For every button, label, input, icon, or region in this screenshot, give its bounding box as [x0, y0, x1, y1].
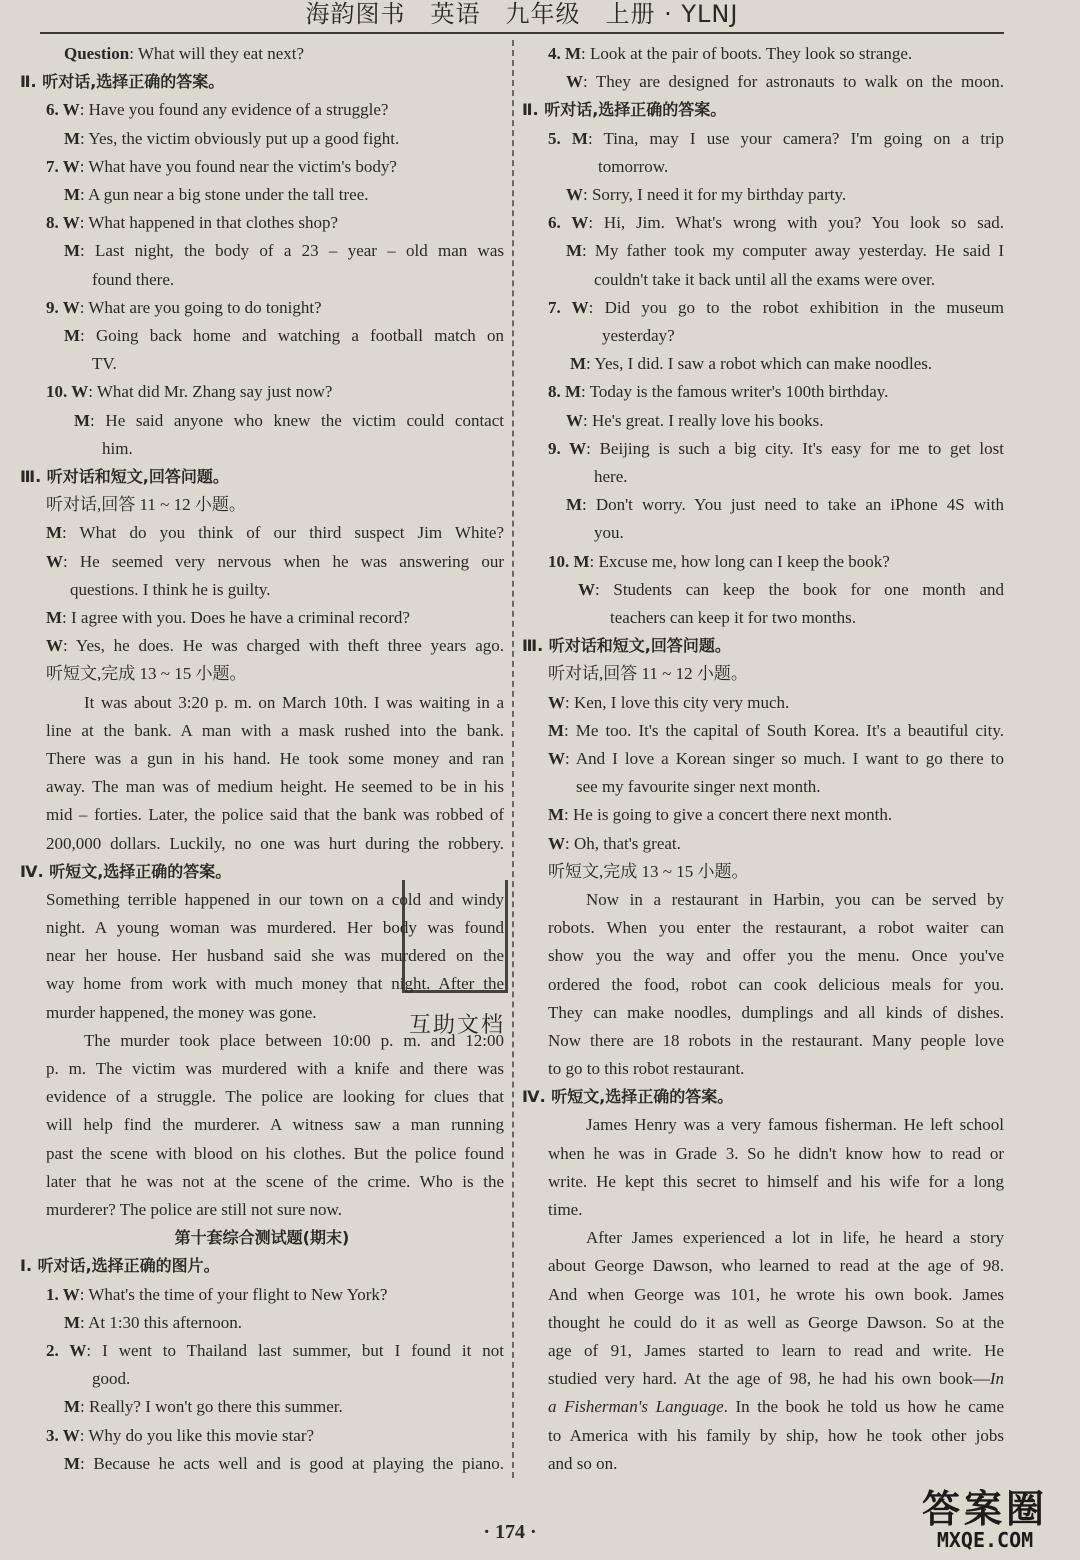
text-line: here.	[594, 466, 628, 486]
text-line: 200,000 dollars. Luckily, no one was hurt during the robbery.	[46, 833, 504, 853]
text-line: couldn't take it back until all the exams were over.	[594, 269, 936, 289]
text-line: M: A gun near a big stone under the tall tree.	[64, 185, 369, 205]
column-divider	[512, 40, 514, 1478]
text-line: found there.	[92, 269, 175, 289]
text-line: 8. W: What happened in that clothes shop?	[46, 213, 339, 233]
text-line: thought he could do it as well as George Dawson. So at the	[548, 1312, 1004, 1332]
text-line: show you the way and offer you the menu. Once you've	[548, 946, 1004, 966]
text-line: M: Going back home and watching a football match on	[64, 326, 504, 346]
text-line: robots. When you enter the restaurant, a robot waiter can	[548, 918, 1004, 938]
text-line: M: He is going to give a concert there next month.	[548, 805, 893, 825]
text-line: 听对话,回答 11 ~ 12 小题。	[46, 495, 246, 515]
text-line: 听短文,完成 13 ~ 15 小题。	[548, 861, 749, 881]
stamp-title: 答案圈	[921, 1487, 1048, 1531]
text-line: and so on.	[548, 1453, 618, 1473]
text-line: teachers can keep it for two months.	[610, 607, 856, 627]
text-line: night. A young woman was murdered. Her body was found	[46, 918, 504, 938]
text-line: near her house. Her husband said she was murdered on the	[46, 946, 504, 966]
text-line: W: And I love a Korean singer so much. I want to go there to	[548, 748, 1004, 768]
text-line: you.	[594, 523, 624, 543]
text-line: There was a gun in his hand. He took some money and ran	[46, 748, 504, 768]
text-line: James Henry was a very famous fisherman. He left school	[586, 1115, 1004, 1135]
text-line: 6. W: Have you found any evidence of a struggle?	[46, 100, 389, 120]
watermark-logo	[382, 880, 522, 1038]
text-line: M: Don't worry. You just need to take an iPhone 4S with	[566, 495, 1004, 515]
text-line: 9. W: Beijing is such a big city. It's easy for me to get lost	[548, 438, 1004, 458]
section-heading: Ⅲ. 听对话和短文,回答问题。	[522, 636, 731, 656]
text-line: 9. W: What are you going to do tonight?	[46, 297, 322, 317]
text-line: W: Ken, I love this city very much.	[548, 692, 790, 712]
test-title: 第十套综合测试题(期末)	[174, 1228, 350, 1248]
text-line: M: At 1:30 this afternoon.	[64, 1312, 243, 1332]
text-line: to go to this robot restaurant.	[548, 1059, 745, 1079]
text-line: evidence of a struggle. The police are looking for clues that	[46, 1087, 504, 1107]
text-line: Now there are 18 robots in the restaurant. Many people love	[548, 1030, 1004, 1050]
text-line: They can make noodles, dumplings and all kinds of dishes.	[548, 1002, 1004, 1022]
text-line: see my favourite singer next month.	[576, 777, 821, 797]
text-line: yesterday?	[602, 325, 675, 345]
text-line: M: Me too. It's the capital of South Korea. It's a beautiful city.	[548, 720, 1004, 740]
section-heading: Ⅱ. 听对话,选择正确的答案。	[20, 72, 225, 92]
text-line: 10. W: What did Mr. Zhang say just now?	[46, 382, 333, 402]
watermark-text: 互助文档	[408, 1013, 505, 1038]
section-heading: Ⅳ. 听短文,选择正确的答案。	[522, 1087, 734, 1107]
stamp-url: MXQE.COM	[936, 1528, 1034, 1552]
left-column	[20, 40, 504, 1478]
watermark-mark	[402, 880, 508, 993]
section-heading: Ⅳ. 听短文,选择正确的答案。	[20, 861, 232, 881]
page-header: 海韵图书 英语 九年级 上册 · YLNJ	[40, 0, 1004, 34]
text-line: line at the bank. A man with a mask rushed into the bank.	[46, 720, 504, 740]
text-line: M: Because he acts well and is good at playing the piano.	[64, 1453, 504, 1473]
text-line: 2. W: I went to Thailand last summer, but I found it not	[46, 1341, 504, 1360]
text-line: W: Sorry, I need it for my birthday party.	[566, 184, 847, 204]
section-heading: Ⅱ. 听对话,选择正确的答案。	[522, 100, 727, 120]
text-line: 7. W: What have you found near the victim's body?	[46, 156, 397, 176]
text-line: to America with his family by ship, how he took other jobs	[548, 1425, 1004, 1445]
text-line: past the scene with blood on his clothes. But the police found	[46, 1143, 504, 1163]
text-line: W: He's great. I really love his books.	[566, 410, 824, 430]
text-line: 4. M: Look at the pair of boots. They look so strange.	[548, 44, 913, 63]
text-line: M: What do you think of our third suspect Jim White?	[46, 523, 504, 543]
text-line: M: My father took my computer away yesterday. He said I	[566, 241, 1004, 261]
right-column	[522, 40, 1004, 1478]
text-line: tomorrow.	[598, 156, 669, 176]
text-line: will help find the murderer. A witness saw a man running	[46, 1115, 504, 1135]
text-line: a Fisherman's Language. In the book he told us how he came	[548, 1397, 1004, 1417]
text-line: 7. W: Did you go to the robot exhibition in the museum	[548, 297, 1004, 317]
text-line: Question: What will they eat next?	[64, 44, 305, 63]
text-line: 听短文,完成 13 ~ 15 小题。	[46, 664, 247, 684]
text-line: mid – forties. Later, the police said that the bank was robbed of	[46, 805, 504, 825]
text-line: away. The man was of medium height. He seemed to be in his	[46, 777, 504, 797]
text-line: M: Last night, the body of a 23 – year – old man was	[64, 241, 504, 261]
text-line: 10. M: Excuse me, how long can I keep the book?	[548, 551, 890, 571]
text-line: 听对话,回答 11 ~ 12 小题。	[548, 664, 748, 684]
text-line: W: Oh, that's great.	[548, 833, 681, 853]
text-line: good.	[92, 1369, 131, 1389]
text-line: 1. W: What's the time of your flight to New York?	[46, 1284, 388, 1304]
text-line: M: Yes, I did. I saw a robot which can make noodles.	[570, 354, 933, 374]
text-line: murderer? The police are still not sure now.	[46, 1199, 342, 1219]
site-stamp-logo	[900, 1478, 1070, 1556]
text-line: And when George was 101, he wrote his own book. James	[548, 1284, 1004, 1304]
text-line: The murder took place between 10:00 p. m. and 12:00	[84, 1030, 504, 1050]
text-line: studied very hard. At the age of 98, he had his own book—In	[548, 1369, 1004, 1389]
text-line: ordered the food, robot can cook delicious meals for you.	[548, 974, 1004, 994]
text-line: M: I agree with you. Does he have a criminal record?	[46, 607, 410, 627]
text-line: p. m. The victim was murdered with a knife and there was	[46, 1059, 504, 1079]
text-line: write. He kept this secret to himself and his wife for a long	[548, 1171, 1004, 1191]
text-line: It was about 3:20 p. m. on March 10th. I was waiting in a	[84, 692, 504, 712]
text-line: W: He seemed very nervous when he was answering our	[46, 551, 504, 571]
text-line: later that he was not at the scene of the crime. Who is the	[46, 1171, 504, 1191]
text-line: W: Students can keep the book for one month and	[578, 579, 1004, 599]
section-heading: Ⅲ. 听对话和短文,回答问题。	[20, 467, 229, 486]
text-line: age of 91, James started to learn to read and write. He	[548, 1340, 1004, 1360]
text-line: W: Yes, he does. He was charged with theft three years ago.	[46, 636, 504, 656]
text-line: Now in a restaurant in Harbin, you can be served by	[586, 889, 1004, 909]
text-line: TV.	[92, 354, 117, 374]
text-line: about George Dawson, who learned to read at the age of 98.	[548, 1256, 1004, 1276]
text-line: 8. M: Today is the famous writer's 100th birthday.	[548, 382, 889, 402]
text-line: M: He said anyone who knew the victim could contact	[74, 410, 504, 430]
page-number: · 174 ·	[483, 1521, 537, 1543]
text-line: M: Yes, the victim obviously put up a good fight.	[64, 128, 400, 148]
text-line: way home from work with much money that night. After the	[46, 974, 504, 994]
text-line: W: They are designed for astronauts to walk on the moon.	[566, 72, 1004, 92]
text-line: him.	[102, 438, 133, 458]
text-line: M: Really? I won't go there this summer.	[64, 1397, 343, 1417]
text-line: 3. W: Why do you like this movie star?	[46, 1425, 315, 1445]
text-line: After James experienced a lot in life, he heard a story	[586, 1228, 1004, 1248]
text-line: when he was in Grade 3. So he didn't know how to read or	[548, 1143, 1004, 1163]
text-line: murder happened, the money was gone.	[46, 1002, 317, 1022]
text-line: time.	[548, 1200, 583, 1220]
text-line: Something terrible happened in our town on a cold and windy	[46, 889, 504, 909]
text-line: 5. M: Tina, may I use your camera? I'm going on a trip	[548, 128, 1004, 148]
text-line: 6. W: Hi, Jim. What's wrong with you? You look so sad.	[548, 213, 1004, 233]
text-line: questions. I think he is guilty.	[70, 579, 271, 599]
section-heading: Ⅰ. 听对话,选择正确的图片。	[20, 1256, 220, 1276]
